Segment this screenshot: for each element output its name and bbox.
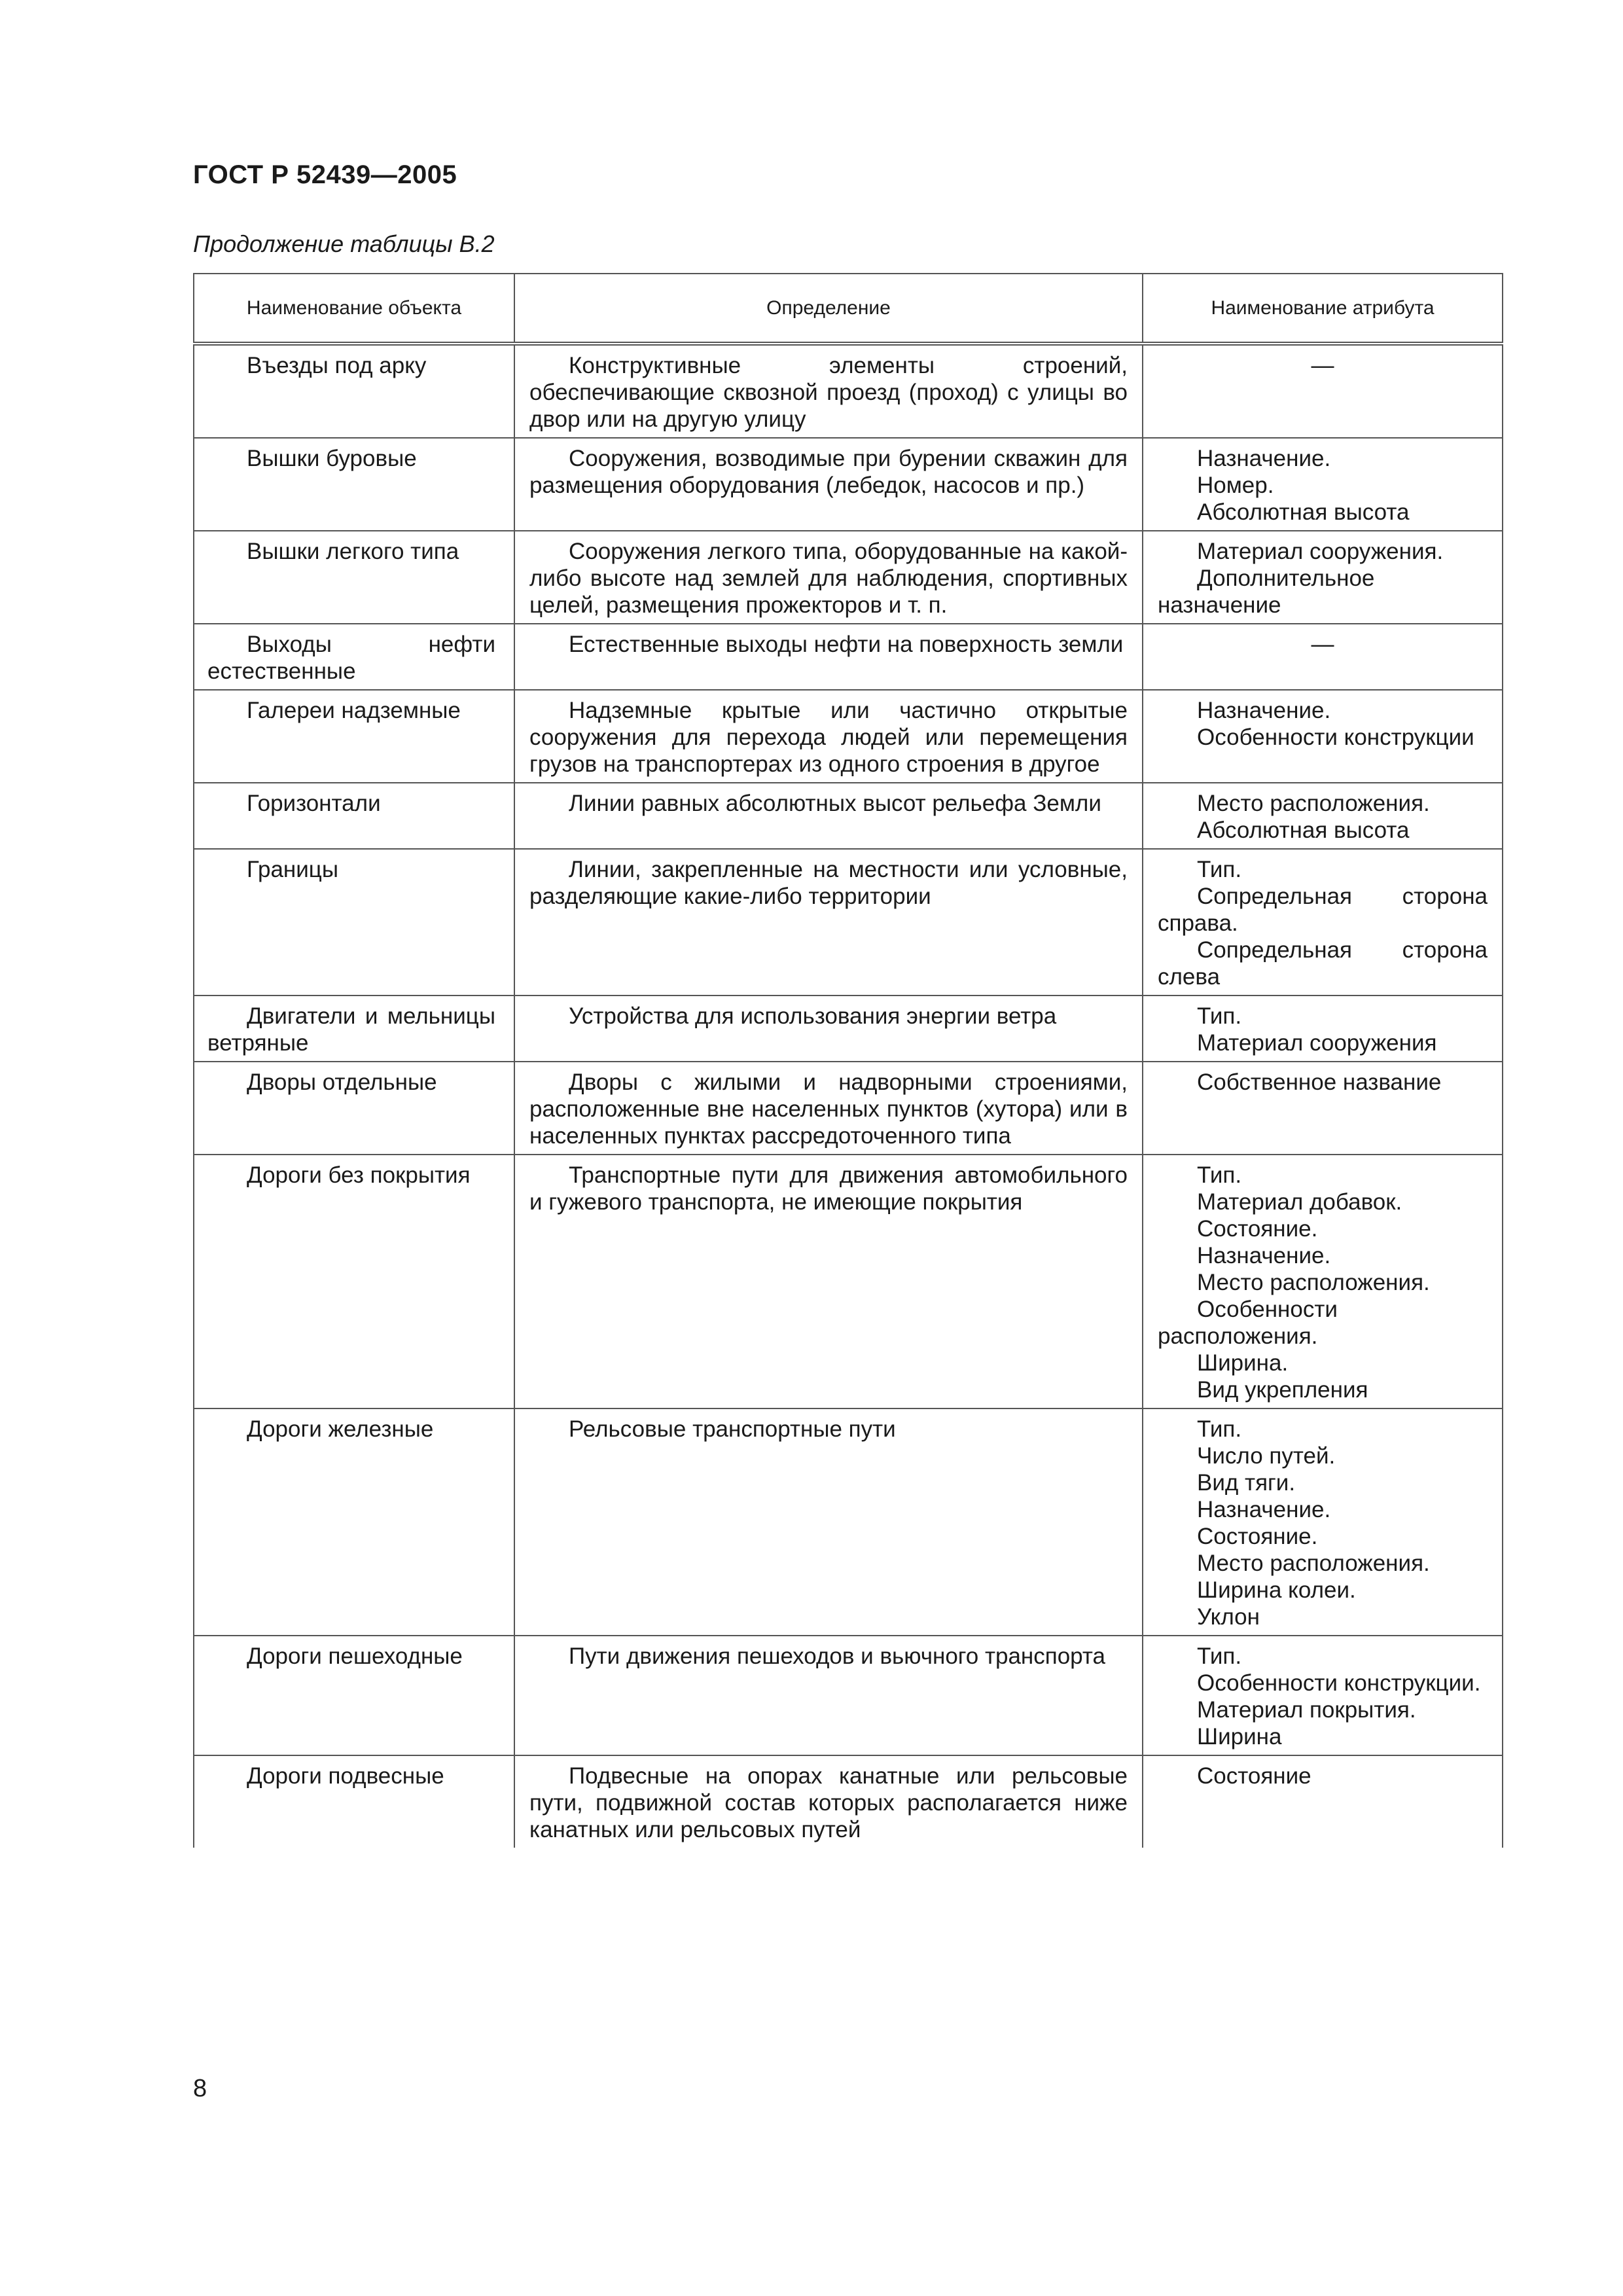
attribute-item: Ширина — [1197, 1724, 1282, 1749]
attribute-item: Назначение. — [1197, 1243, 1331, 1268]
object-name: Дороги подвесные — [247, 1763, 444, 1789]
definition-cell — [514, 996, 1143, 1062]
definition-text: Пути движения пешеходов и вьючного транспорта — [569, 1643, 1105, 1669]
table-header-row — [194, 274, 1503, 344]
attribute-cell — [1143, 1636, 1503, 1755]
object-name-cell — [194, 1155, 514, 1408]
document-header: ГОСТ Р 52439—2005 — [193, 160, 457, 189]
definition-cell — [514, 849, 1143, 996]
attribute-item: Сопредельная сторона справа. — [1158, 884, 1488, 936]
object-name: Въезды под арку — [247, 353, 427, 378]
column-header-object: Наименование объекта — [194, 274, 514, 344]
attribute-cell — [1143, 1408, 1503, 1636]
attribute-item: Число путей. — [1197, 1443, 1336, 1469]
definition-text: Дворы с жилыми и надворными строениями, расположенные вне населенных пунктов (хутора) или в населенных пунктах рассредоточенного типа — [529, 1069, 1128, 1149]
object-name-cell — [194, 783, 514, 849]
attribute-cell — [1143, 690, 1503, 783]
attribute-item: — — [1311, 353, 1334, 378]
object-name-cell — [194, 996, 514, 1062]
attribute-item: Место расположения. — [1197, 1270, 1430, 1295]
attribute-item: Особенности конструкции — [1197, 725, 1474, 750]
attribute-cell — [1143, 624, 1503, 690]
table-body — [194, 344, 1503, 1848]
attribute-item: Собственное название — [1197, 1069, 1442, 1095]
attribute-item: Состояние. — [1197, 1216, 1318, 1242]
object-name: Дворы отдельные — [247, 1069, 437, 1095]
table-row — [194, 996, 1503, 1062]
object-name-cell — [194, 690, 514, 783]
object-name-cell — [194, 531, 514, 624]
definition-text: Сооружения легкого типа, оборудованные на какой-либо высоте над землей для наблюдения, спортивных целей, размещения прожекторов и т. п. — [529, 539, 1128, 618]
object-name-cell — [194, 438, 514, 531]
object-name-cell — [194, 1408, 514, 1636]
object-name: Дороги без покрытия — [247, 1162, 471, 1188]
object-name-cell — [194, 1636, 514, 1755]
object-name: Двигатели и мельницы ветряные — [207, 1003, 495, 1056]
table-row — [194, 624, 1503, 690]
object-name-cell — [194, 1062, 514, 1155]
attribute-item: — — [1311, 632, 1334, 657]
attribute-cell — [1143, 1755, 1503, 1848]
attribute-item: Тип. — [1197, 1162, 1242, 1188]
object-name-cell — [194, 624, 514, 690]
attribute-item: Вид укрепления — [1197, 1377, 1368, 1403]
definition-cell — [514, 1062, 1143, 1155]
table-row — [194, 1062, 1503, 1155]
table-row — [194, 690, 1503, 783]
page-number: 8 — [193, 2075, 207, 2102]
attribute-item: Состояние — [1197, 1763, 1311, 1789]
attribute-item: Тип. — [1197, 857, 1242, 882]
attribute-item: Вид тяги. — [1197, 1470, 1296, 1496]
attribute-item: Состояние. — [1197, 1524, 1318, 1549]
definition-text: Линии, закрепленные на местности или условные, разделяющие какие-либо территории — [529, 857, 1128, 909]
object-name: Выходы нефти естественные — [207, 632, 495, 684]
definition-text: Сооружения, возводимые при бурении скважин для размещения оборудования (лебедок, насосов и пр.) — [529, 446, 1128, 498]
attribute-item: Назначение. — [1197, 698, 1331, 723]
table-row — [194, 849, 1503, 996]
table-row — [194, 783, 1503, 849]
object-name: Галереи надземные — [247, 698, 461, 723]
attribute-cell — [1143, 783, 1503, 849]
attribute-item: Уклон — [1197, 1604, 1260, 1630]
attribute-cell — [1143, 996, 1503, 1062]
attribute-item: Тип. — [1197, 1416, 1242, 1442]
attribute-item: Тип. — [1197, 1003, 1242, 1029]
table-row — [194, 1155, 1503, 1408]
definition-cell — [514, 783, 1143, 849]
attribute-item: Материал добавок. — [1197, 1189, 1402, 1215]
attribute-item: Место расположения. — [1197, 791, 1430, 816]
attribute-cell — [1143, 1155, 1503, 1408]
attribute-item: Особенности конструкции. — [1197, 1670, 1481, 1696]
definition-text: Надземные крытые или частично открытые сооружения для перехода людей или перемещения грузов на транспортерах из одного строения в другое — [529, 698, 1128, 777]
definition-cell — [514, 1408, 1143, 1636]
definition-cell — [514, 1155, 1143, 1408]
attribute-item: Ширина. — [1197, 1350, 1289, 1376]
attribute-cell — [1143, 438, 1503, 531]
object-name-cell — [194, 849, 514, 996]
attribute-item: Ширина колеи. — [1197, 1577, 1356, 1603]
object-name: Дороги железные — [247, 1416, 434, 1442]
definition-cell — [514, 624, 1143, 690]
attribute-item: Абсолютная высота — [1197, 499, 1410, 525]
object-name: Дороги пешеходные — [247, 1643, 463, 1669]
definition-cell — [514, 531, 1143, 624]
attribute-item: Материал сооружения. — [1197, 539, 1444, 564]
table-row — [194, 344, 1503, 438]
attribute-item: Назначение. — [1197, 1497, 1331, 1522]
definition-text: Конструктивные элементы строений, обеспечивающие сквозной проезд (проход) с улицы во двор или на другую улицу — [529, 353, 1128, 432]
table-row — [194, 1755, 1503, 1848]
attribute-item: Материал сооружения — [1197, 1030, 1437, 1056]
attribute-item: Номер. — [1197, 473, 1274, 498]
definition-text: Естественные выходы нефти на поверхность земли — [569, 632, 1124, 657]
attribute-cell — [1143, 344, 1503, 438]
table-caption: Продолжение таблицы В.2 — [193, 230, 495, 257]
definition-cell — [514, 438, 1143, 531]
attribute-item: Тип. — [1197, 1643, 1242, 1669]
definition-text: Линии равных абсолютных высот рельефа Земли — [569, 791, 1101, 816]
object-name: Горизонтали — [247, 791, 381, 816]
object-name: Вышки буровые — [247, 446, 417, 471]
table-row — [194, 438, 1503, 531]
objects-table — [193, 273, 1503, 1848]
object-name-cell — [194, 344, 514, 438]
attribute-cell — [1143, 1062, 1503, 1155]
attribute-item: Дополнительное назначение — [1158, 565, 1375, 618]
definition-text: Рельсовые транспортные пути — [569, 1416, 896, 1442]
column-header-attribute: Наименование атрибута — [1143, 274, 1503, 344]
definition-text: Устройства для использования энергии ветра — [569, 1003, 1057, 1029]
object-name: Границы — [247, 857, 338, 882]
table-row — [194, 531, 1503, 624]
table-row — [194, 1636, 1503, 1755]
attribute-item: Особенности расположения. — [1158, 1297, 1338, 1349]
attribute-item: Материал покрытия. — [1197, 1697, 1416, 1723]
definition-text: Подвесные на опорах канатные или рельсовые пути, подвижной состав которых располагается ниже канатных или рельсовых путей — [529, 1763, 1128, 1842]
table-row — [194, 1408, 1503, 1636]
attribute-item: Сопредельная сторона слева — [1158, 937, 1488, 990]
object-name-cell — [194, 1755, 514, 1848]
column-header-definition: Определение — [514, 274, 1143, 344]
definition-cell — [514, 1755, 1143, 1848]
object-name: Вышки легкого типа — [247, 539, 459, 564]
attribute-item: Место расположения. — [1197, 1551, 1430, 1576]
definition-cell — [514, 344, 1143, 438]
definition-cell — [514, 690, 1143, 783]
attribute-cell — [1143, 849, 1503, 996]
definition-cell — [514, 1636, 1143, 1755]
attribute-item: Назначение. — [1197, 446, 1331, 471]
definition-text: Транспортные пути для движения автомобильного и гужевого транспорта, не имеющие покрытия — [529, 1162, 1128, 1215]
attribute-cell — [1143, 531, 1503, 624]
attribute-item: Абсолютная высота — [1197, 817, 1410, 843]
